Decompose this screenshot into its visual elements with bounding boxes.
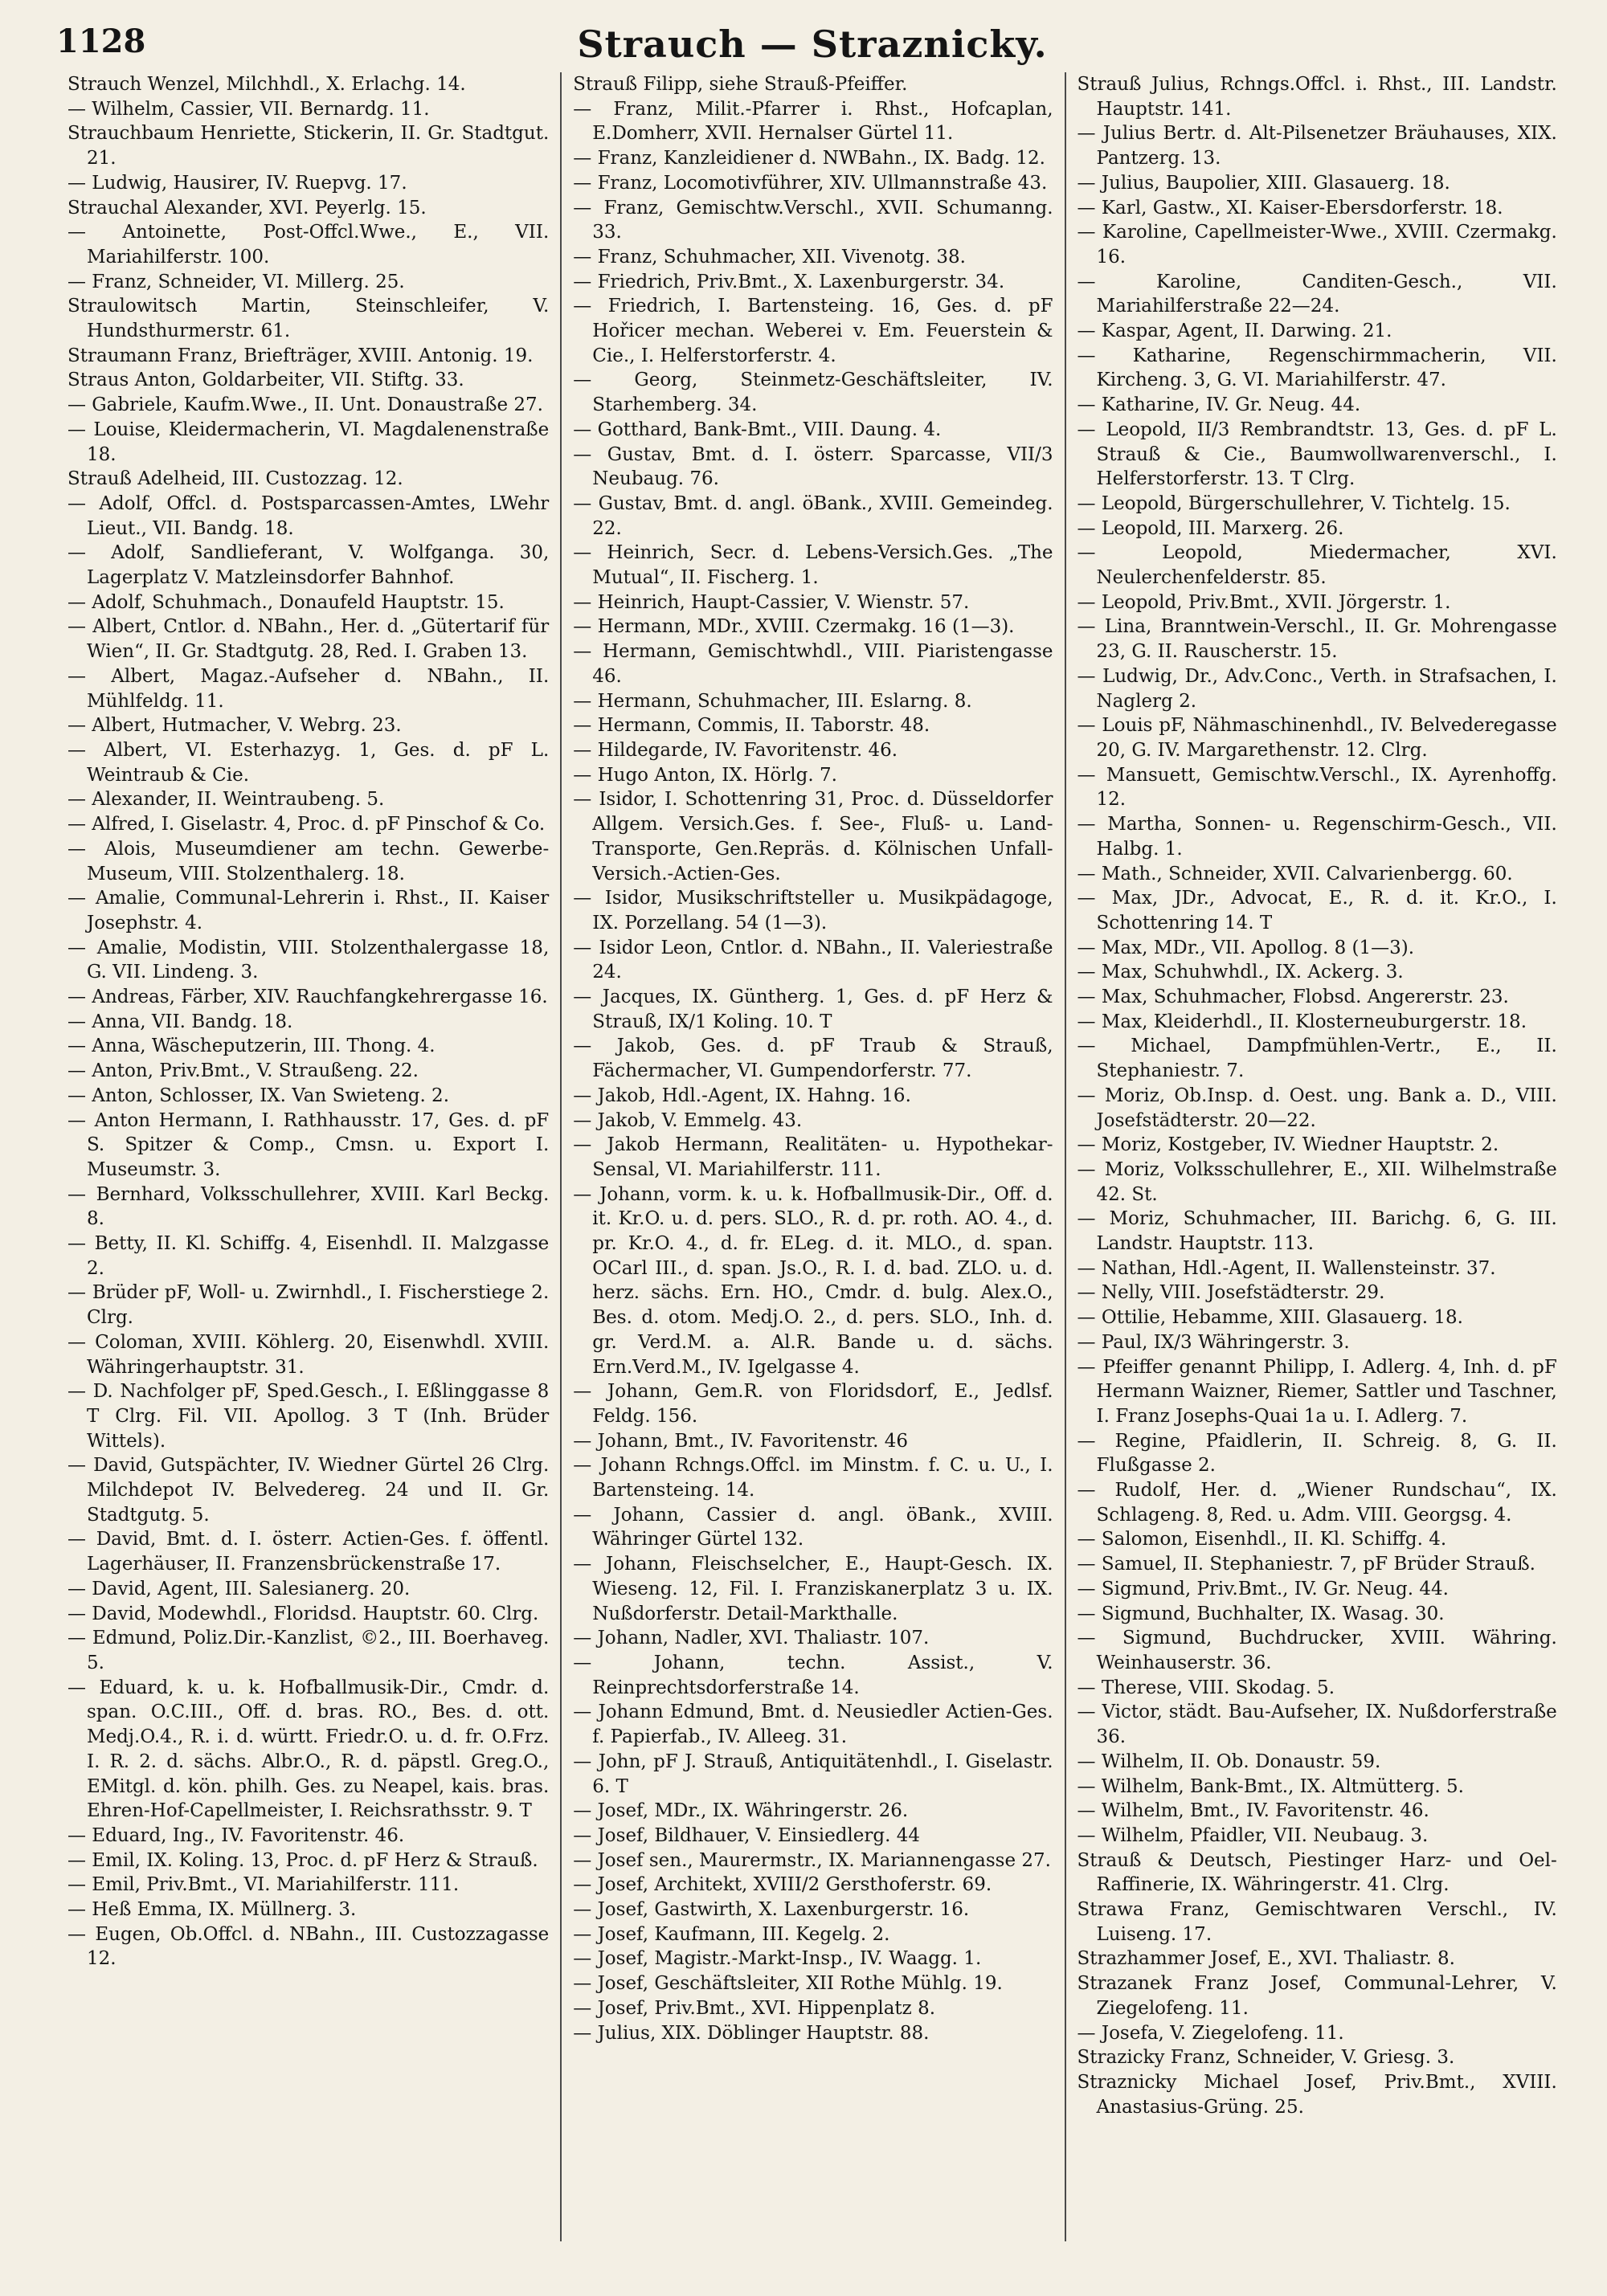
directory-entry: — Wilhelm, Bank-Bmt., IX. Altmütterg. 5. <box>1077 1775 1464 1797</box>
directory-entry: — Moriz, Schuhmacher, III. Barichg. 6, G. III. Landstr. Hauptstr. 113. <box>1077 1208 1557 1255</box>
directory-entry: — Hermann, Gemischtwhdl., VIII. Piaristengasse 46. <box>573 641 1053 687</box>
directory-entry: — Isidor, Musikschriftsteller u. Musikpädagoge, IX. Porzellang. 54 (1—3). <box>573 888 1053 934</box>
directory-entry: Strazhammer Josef, E., XVI. Thaliastr. 8. <box>1077 1948 1455 1970</box>
directory-entry: — Josef, Architekt, XVIII/2 Gersthoferstr. 69. <box>573 1874 992 1896</box>
directory-entry: — Alfred, I. Giselastr. 4, Proc. d. pF Pinschof & Co. <box>67 814 546 835</box>
directory-entry: — Julius Bertr. d. Alt-Pilsenetzer Bräuhauses, XIX. Pantzerg. 13. <box>1077 123 1557 170</box>
directory-entry: — Moriz, Kostgeber, IV. Wiedner Hauptstr. 2. <box>1077 1134 1499 1156</box>
directory-entry: — Josef, Kaufmann, III. Kegelg. 2. <box>573 1923 890 1945</box>
directory-entry: — Victor, städt. Bau-Aufseher, IX. Nußdorferstraße 36. <box>1077 1702 1557 1748</box>
directory-entry: — Louis pF, Nähmaschinenhdl., IV. Belvederegasse 20, G. IV. Margarethenstr. 12. Clrg. <box>1077 715 1557 761</box>
directory-entry: — Leopold, Miedermacher, XVI. Neulerchenfelderstr. 85. <box>1077 542 1557 589</box>
directory-entry: — Pfeiffer genannt Philipp, I. Adlerg. 4, Inh. d. pF Hermann Waizner, Riemer, Sattler und Taschner, I. Franz Josephs-Quai 1a u. I. Adlerg. 7. <box>1077 1356 1557 1427</box>
directory-entry: — Anna, VII. Bandg. 18. <box>67 1011 293 1032</box>
directory-entry: — Anton, Schlosser, IX. Van Swieteng. 2. <box>67 1085 450 1106</box>
directory-entry: — Emil, IX. Koling. 13, Proc. d. pF Herz & Strauß. <box>67 1849 538 1871</box>
directory-entry: — Jakob, Hdl.-Agent, IX. Hahng. 16. <box>573 1085 911 1106</box>
directory-entry: — Johann Edmund, Bmt. d. Neusiedler Actien-Ges. f. Papierfab., IV. Alleeg. 31. <box>573 1702 1053 1748</box>
directory-entry: — Leopold, II/3 Rembrandtstr. 13, Ges. d. pF L. Strauß & Cie., Baumwollwarenverschl., I. Helferstorferstr. 13. T Clrg. <box>1077 419 1557 490</box>
directory-entry: — Isidor Leon, Cntlor. d. NBahn., II. Valeriestraße 24. <box>573 937 1053 983</box>
directory-entry: — Ottilie, Hebamme, XIII. Glasauerg. 18. <box>1077 1307 1463 1329</box>
directory-entry: — Johann, Gem.R. von Floridsdorf, E., Jedlsf. Feldg. 156. <box>573 1381 1053 1427</box>
directory-entry: — Josef, Priv.Bmt., XVI. Hippenplatz 8. <box>573 1997 936 2019</box>
directory-entry: — Eduard, Ing., IV. Favoritenstr. 46. <box>67 1824 405 1846</box>
directory-entry: — Josef, Gastwirth, X. Laxenburgerstr. 16. <box>573 1899 970 1921</box>
directory-entry: — Hermann, Commis, II. Taborstr. 48. <box>573 715 930 737</box>
directory-entry: — Jakob, V. Emmelg. 43. <box>573 1109 803 1131</box>
directory-entry: — Johann, Cassier d. angl. öBank., XVIII. Währinger Gürtel 132. <box>573 1504 1053 1550</box>
directory-entry: — Anna, Wäscheputzerin, III. Thong. 4. <box>67 1036 435 1057</box>
directory-entry: Strauchal Alexander, XVI. Peyerlg. 15. <box>67 197 427 219</box>
column-middle <box>560 72 1064 2241</box>
directory-entry: Strauch Wenzel, Milchhdl., X. Erlachg. 14. <box>67 74 466 95</box>
directory-entry: — Johann Rchngs.Offcl. im Minstm. f. C. u. U., I. Bartensteing. 14. <box>573 1455 1053 1501</box>
directory-entry: — Josef, Geschäftsleiter, XII Rothe Mühlg. 19. <box>573 1973 1003 1995</box>
directory-entry: — Karoline, Canditen-Gesch., VII. Mariahilferstraße 22—24. <box>1077 271 1557 317</box>
directory-entry: — Alexander, II. Weintraubeng. 5. <box>67 789 385 811</box>
directory-entry: — John, pF J. Strauß, Antiquitätenhdl., I. Giselastr. 6. T <box>573 1751 1053 1797</box>
directory-entry: — Franz, Milit.-Pfarrer i. Rhst., Hofcaplan, E.Domherr, XVII. Hernalser Gürtel 11. <box>573 98 1053 145</box>
directory-entry: — Johann, Fleischselcher, E., Haupt-Gesch. IX. Wieseng. 12, Fil. I. Franziskanerplatz 3 u. IX. Nußdorferstr. Detail-Markthalle. <box>573 1554 1053 1624</box>
directory-entry: — Katharine, IV. Gr. Neug. 44. <box>1077 394 1361 416</box>
directory-entry: — Leopold, III. Marxerg. 26. <box>1077 517 1344 539</box>
directory-entry: — Wilhelm, II. Ob. Donaustr. 59. <box>1077 1751 1381 1772</box>
running-title: Strauch — Straznicky. <box>577 22 1048 66</box>
directory-entry: Strauß Julius, Rchngs.Offcl. i. Rhst., III. Landstr. Hauptstr. 141. <box>1077 74 1557 120</box>
columns <box>56 72 1568 2241</box>
directory-entry: — Johann, vorm. k. u. k. Hofballmusik-Dir., Off. d. it. Kr.O. u. d. pers. SLO., R. d. pr. roth. AO. 4., d. pr. Kr.O. 4., d. fr. ELeg. d. it. MLO., d. span. OCarl III., d. span. Js.O., R. I. d. bad. ZLO. u. d. herz. sächs. Ern. HO., Cmdr. d. bulg. Alex.O., Bes. d. otom. Medj.O. 2., d. pers. SLO., Inh. d. gr. Verd.M. a. Al.R. Bande u. d. sächs. Ern.Verd.M., IV. Igelgasse 4. <box>573 1183 1053 1378</box>
directory-entry: — Albert, Magaz.-Aufseher d. NBahn., II. Mühlfeldg. 11. <box>67 665 550 712</box>
directory-entry: — Albert, VI. Esterhazyg. 1, Ges. d. pF L. Weintraub & Cie. <box>67 739 550 786</box>
directory-entry: — Kaspar, Agent, II. Darwing. 21. <box>1077 321 1392 342</box>
directory-entry: — Antoinette, Post-Offcl.Wwe., E., VII. Mariahilferstr. 100. <box>67 222 550 268</box>
directory-entry: — Eduard, k. u. k. Hofballmusik-Dir., Cmdr. d. span. O.C.III., Off. d. bras. RO., Bes. d. ott. Medj.O.4., R. i. d. württ. Friedr.O. u. d. fr. O.Frz. I. R. 2. d. sächs. Albr.O., R. d. päpstl. Greg.O., EMitgl. d. kön. philh. Ges. zu Neapel, kais. bras. Ehren-Hof-Capellmeister, I. Reichsrathsstr. 9. T <box>67 1677 550 1822</box>
directory-entry: — Bernhard, Volksschullehrer, XVIII. Karl Beckg. 8. <box>67 1183 550 1230</box>
directory-entry: — Moriz, Ob.Insp. d. Oest. ung. Bank a. D., VIII. Josefstädterstr. 20—22. <box>1077 1085 1557 1131</box>
directory-entry: — Hermann, MDr., XVIII. Czermakg. 16 (1—3). <box>573 616 1015 638</box>
directory-entry: — Lina, Branntwein-Verschl., II. Gr. Mohrengasse 23, G. II. Rauscherstr. 15. <box>1077 616 1557 663</box>
directory-entry: — Karl, Gastw., XI. Kaiser-Ebersdorferstr. 18. <box>1077 197 1503 219</box>
directory-entry: — Franz, Locomotivführer, XIV. Ullmannstraße 43. <box>573 172 1048 194</box>
directory-entry: — Brüder pF, Woll- u. Zwirnhdl., I. Fischerstiege 2. Clrg. <box>67 1282 550 1329</box>
directory-entry: — Samuel, II. Stephaniestr. 7, pF Brüder Strauß. <box>1077 1554 1535 1575</box>
directory-entry: — Gustav, Bmt. d. I. österr. Sparcasse, VII/3 Neubaug. 76. <box>573 443 1053 490</box>
directory-entry: Strauß Adelheid, III. Custozzag. 12. <box>67 468 403 490</box>
directory-entry: — Hildegarde, IV. Favoritenstr. 46. <box>573 739 898 761</box>
directory-entry: Strauchbaum Henriette, Stickerin, II. Gr. Stadtgut. 21. <box>67 123 550 170</box>
directory-entry: — Alois, Museumdiener am techn. Gewerbe-Museum, VIII. Stolzenthalerg. 18. <box>67 838 550 884</box>
directory-entry: — Adolf, Sandlieferant, V. Wolfganga. 30, Lagerplatz V. Matzleinsdorfer Bahnhof. <box>67 542 550 589</box>
directory-entry: Strazanek Franz Josef, Communal-Lehrer, V. Ziegelofeng. 11. <box>1077 1973 1557 2019</box>
directory-entry: — Johann, Nadler, XVI. Thaliastr. 107. <box>573 1628 930 1649</box>
directory-entry: — Isidor, I. Schottenring 31, Proc. d. Düsseldorfer Allgem. Versich.Ges. f. See-, Fluß- u. Land-Transporte, Gen.Repräs. d. Kölnischen Unfall-Versich.-Actien-Ges. <box>573 789 1053 884</box>
directory-entry: — Gabriele, Kaufm.Wwe., II. Unt. Donaustraße 27. <box>67 394 543 416</box>
directory-entry: — Max, JDr., Advocat, E., R. d. it. Kr.O., I. Schottenring 14. T <box>1077 888 1557 934</box>
directory-entry: — Salomon, Eisenhdl., II. Kl. Schiffg. 4. <box>1077 1529 1447 1550</box>
directory-entry: — Julius, Baupolier, XIII. Glasauerg. 18. <box>1077 172 1450 194</box>
directory-entry: — Josef, MDr., IX. Währingerstr. 26. <box>573 1800 909 1822</box>
directory-entry: — Heinrich, Haupt-Cassier, V. Wienstr. 57. <box>573 591 970 613</box>
directory-entry: — Edmund, Poliz.Dir.-Kanzlist, ©2., III. Boerhaveg. 5. <box>67 1628 550 1673</box>
directory-entry: Straznicky Michael Josef, Priv.Bmt., XVIII. Anastasius-Grüng. 25. <box>1077 2071 1557 2118</box>
directory-entry: Strawa Franz, Gemischtwaren Verschl., IV. Luiseng. 17. <box>1077 1899 1557 1945</box>
directory-entry: — Johann, techn. Assist., V. Reinprechtsdorferstraße 14. <box>573 1653 1053 1698</box>
directory-entry: — Gotthard, Bank-Bmt., VIII. Daung. 4. <box>573 419 942 440</box>
directory-entry: — David, Agent, III. Salesianerg. 20. <box>67 1578 411 1599</box>
directory-entry: — Eugen, Ob.Offcl. d. NBahn., III. Custozzagasse 12. <box>67 1923 550 1970</box>
directory-entry: — Franz, Gemischtw.Verschl., XVII. Schumanng. 33. <box>573 197 1053 243</box>
directory-entry: — David, Bmt. d. I. österr. Actien-Ges. f. öffentl. Lagerhäuser, II. Franzensbrückenstraße 17. <box>67 1529 550 1575</box>
directory-entry: — Rudolf, Her. d. „Wiener Rundschau“, IX. Schlageng. 8, Red. u. Adm. VIII. Georgsg. 4. <box>1077 1480 1557 1526</box>
directory-entry: — Friedrich, Priv.Bmt., X. Laxenburgerstr. 34. <box>573 271 1005 292</box>
directory-entry: — Johann, Bmt., IV. Favoritenstr. 46 <box>573 1430 908 1452</box>
directory-entry: — David, Gutspächter, IV. Wiedner Gürtel 26 Clrg. Milchdepot IV. Belvedereg. 24 und II. Gr. Stadtgutg. 5. <box>67 1455 550 1526</box>
directory-entry: — Adolf, Schuhmach., Donaufeld Hauptstr. 15. <box>67 591 505 613</box>
directory-entry: — Regine, Pfaidlerin, II. Schreig. 8, G. II. Flußgasse 2. <box>1077 1430 1557 1477</box>
directory-entry: — Wilhelm, Pfaidler, VII. Neubaug. 3. <box>1077 1824 1429 1846</box>
directory-entry: — Nelly, VIII. Josefstädterstr. 29. <box>1077 1282 1385 1304</box>
directory-entry: — Karoline, Capellmeister-Wwe., XVIII. Czermakg. 16. <box>1077 222 1557 268</box>
directory-entry: Strauß Filipp, siehe Strauß-Pfeiffer. <box>573 74 908 95</box>
directory-entry: — Friedrich, I. Bartensteing. 16, Ges. d. pF Hořicer mechan. Weberei v. Em. Feuerstein & Cie., I. Helferstorferstr. 4. <box>573 296 1053 366</box>
directory-entry: — Math., Schneider, XVII. Calvarienbergg. 60. <box>1077 863 1513 884</box>
directory-entry: — Albert, Cntlor. d. NBahn., Her. d. „Gütertarif für Wien“, II. Gr. Stadtgutg. 28, Red. I. Graben 13. <box>67 616 550 663</box>
directory-entry: — Paul, IX/3 Währingerstr. 3. <box>1077 1331 1350 1353</box>
column-right <box>1065 72 1568 2241</box>
directory-entry: — Jakob, Ges. d. pF Traub & Strauß, Fächermacher, VI. Gumpendorferstr. 77. <box>573 1036 1053 1082</box>
directory-entry: — Max, Kleiderhdl., II. Klosterneuburgerstr. 18. <box>1077 1011 1527 1032</box>
directory-entry: — Josef, Bildhauer, V. Einsiedlerg. 44 <box>573 1824 920 1846</box>
directory-entry: — Anton, Priv.Bmt., V. Straußeng. 22. <box>67 1060 419 1082</box>
directory-entry: — Max, MDr., VII. Apollog. 8 (1—3). <box>1077 937 1415 958</box>
directory-entry: — Andreas, Färber, XIV. Rauchfangkehrergasse 16. <box>67 987 548 1008</box>
directory-entry: — Wilhelm, Bmt., IV. Favoritenstr. 46. <box>1077 1800 1429 1822</box>
directory-entry: — Georg, Steinmetz-Geschäftsleiter, IV. Starhemberg. 34. <box>573 370 1053 416</box>
directory-entry: — Nathan, Hdl.-Agent, II. Wallensteinstr. 37. <box>1077 1257 1496 1279</box>
directory-entry: — Gustav, Bmt. d. angl. öBank., XVIII. Gemeindeg. 22. <box>573 492 1053 539</box>
directory-entry: — Franz, Kanzleidiener d. NWBahn., IX. Badg. 12. <box>573 148 1045 170</box>
directory-entry: — Adolf, Offcl. d. Postsparcassen-Amtes, LWehr Lieut., VII. Bandg. 18. <box>67 492 550 539</box>
directory-entry: — Albert, Hutmacher, V. Webrg. 23. <box>67 715 402 737</box>
directory-entry: — David, Modewhdl., Floridsd. Hauptstr. 60. Clrg. <box>67 1603 539 1624</box>
directory-entry: — Sigmund, Priv.Bmt., IV. Gr. Neug. 44. <box>1077 1578 1449 1599</box>
directory-entry: — Julius, XIX. Döblinger Hauptstr. 88. <box>573 2022 930 2044</box>
directory-entry: — Heinrich, Secr. d. Lebens-Versich.Ges. „The Mutual“, II. Fischerg. 1. <box>573 542 1053 589</box>
directory-entry: — Katharine, Regenschirmmacherin, VII. Kircheng. 3, G. VI. Mariahilferstr. 47. <box>1077 345 1557 391</box>
directory-entry: — Josef sen., Maurermstr., IX. Mariannengasse 27. <box>573 1849 1051 1871</box>
directory-entry: — Jakob Hermann, Realitäten- u. Hypothekar-Sensal, VI. Mariahilferstr. 111. <box>573 1134 1053 1180</box>
directory-entry: — Therese, VIII. Skodag. 5. <box>1077 1677 1335 1698</box>
directory-entry: Straumann Franz, Briefträger, XVIII. Antonig. 19. <box>67 345 534 366</box>
directory-entry: — Max, Schuhmacher, Flobsd. Angererstr. 23. <box>1077 987 1509 1008</box>
page-number: 1128 <box>56 22 146 60</box>
directory-entry: Straus Anton, Goldarbeiter, VII. Stiftg. 33. <box>67 370 464 391</box>
directory-entry: — Max, Schuhwhdl., IX. Ackerg. 3. <box>1077 962 1404 983</box>
directory-entry: — Ludwig, Hausirer, IV. Ruepvg. 17. <box>67 172 407 194</box>
column-left <box>56 72 560 2241</box>
directory-entry: Strazicky Franz, Schneider, V. Griesg. 3. <box>1077 2047 1455 2069</box>
directory-entry: — Josefa, V. Ziegelofeng. 11. <box>1077 2022 1344 2044</box>
directory-entry: — Mansuett, Gemischtw.Verschl., IX. Ayrenhoffg. 12. <box>1077 764 1557 811</box>
directory-entry: — Franz, Schneider, VI. Millerg. 25. <box>67 271 405 292</box>
directory-entry: — Sigmund, Buchdrucker, XVIII. Währing. Weinhauserstr. 36. <box>1077 1628 1557 1673</box>
directory-entry: — Ludwig, Dr., Adv.Conc., Verth. in Strafsachen, I. Naglerg 2. <box>1077 665 1557 712</box>
directory-entry: — Coloman, XVIII. Köhlerg. 20, Eisenwhdl. XVIII. Währingerhauptstr. 31. <box>67 1331 550 1378</box>
directory-entry: — Emil, Priv.Bmt., VI. Mariahilferstr. 111. <box>67 1874 460 1896</box>
directory-entry: — Hugo Anton, IX. Hörlg. 7. <box>573 764 837 786</box>
directory-entry: — Anton Hermann, I. Rathhausstr. 17, Ges. d. pF S. Spitzer & Comp., Cmsn. u. Export I. Museumstr. 3. <box>67 1109 550 1180</box>
directory-entry: — Martha, Sonnen- u. Regenschirm-Gesch., VII. Halbg. 1. <box>1077 814 1557 860</box>
directory-entry: — Franz, Schuhmacher, XII. Vivenotg. 38. <box>573 246 966 268</box>
directory-entry: — Michael, Dampfmühlen-Vertr., E., II. Stephaniestr. 7. <box>1077 1036 1557 1082</box>
directory-entry: — Amalie, Communal-Lehrerin i. Rhst., II. Kaiser Josephstr. 4. <box>67 888 550 934</box>
directory-entry: — Amalie, Modistin, VIII. Stolzenthalergasse 18, G. VII. Lindeng. 3. <box>67 937 550 983</box>
page-header <box>56 18 1568 69</box>
directory-entry: — Moriz, Volksschullehrer, E., XII. Wilhelmstraße 42. St. <box>1077 1158 1557 1205</box>
directory-entry: — Heß Emma, IX. Müllnerg. 3. <box>67 1899 357 1921</box>
directory-entry: — Leopold, Priv.Bmt., XVII. Jörgerstr. 1. <box>1077 591 1451 613</box>
directory-entry: — Betty, II. Kl. Schiffg. 4, Eisenhdl. II. Malzgasse 2. <box>67 1233 550 1279</box>
directory-entry: Strauß & Deutsch, Piestinger Harz- und Oel-Raffinerie, IX. Währingerstr. 41. Clrg. <box>1077 1849 1557 1896</box>
directory-entry: — Jacques, IX. Güntherg. 1, Ges. d. pF Herz & Strauß, IX/1 Koling. 10. T <box>573 987 1053 1032</box>
directory-entry: — Wilhelm, Cassier, VII. Bernardg. 11. <box>67 98 430 120</box>
directory-entry: — Josef, Magistr.-Markt-Insp., IV. Waagg. 1. <box>573 1948 982 1970</box>
directory-entry: — Sigmund, Buchhalter, IX. Wasag. 30. <box>1077 1603 1445 1624</box>
directory-entry: — Leopold, Bürgerschullehrer, V. Tichtelg. 15. <box>1077 492 1511 514</box>
directory-entry: — Hermann, Schuhmacher, III. Eslarng. 8. <box>573 690 972 712</box>
directory-entry: — D. Nachfolger pF, Sped.Gesch., I. Eßlinggasse 8 T Clrg. Fil. VII. Apollog. 3 T (Inh. Brüder Wittels). <box>67 1381 550 1452</box>
directory-entry: — Louise, Kleidermacherin, VI. Magdalenenstraße 18. <box>67 419 550 465</box>
directory-entry: Straulowitsch Martin, Steinschleifer, V. Hundsthurmerstr. 61. <box>67 296 550 342</box>
